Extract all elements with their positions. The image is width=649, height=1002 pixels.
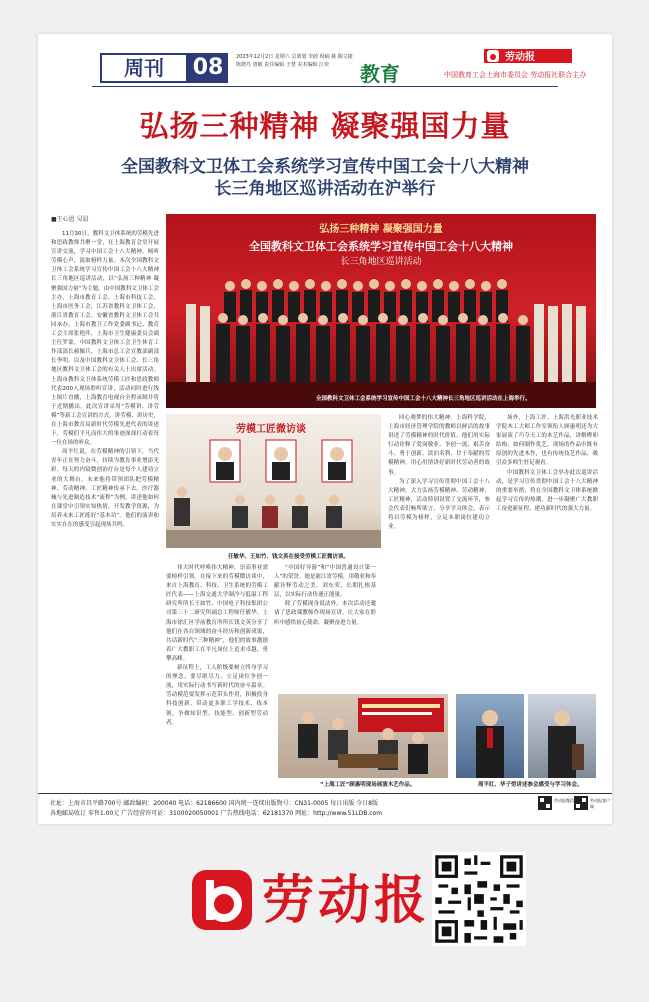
forum-photo [166,414,381,548]
qr-code-icon[interactable] [432,852,526,946]
newspaper-page [38,34,612,824]
subhead-2: 长三角地区巡讲活动在沪举行 [214,179,436,199]
group-photo-people [166,264,596,408]
masthead [38,34,612,86]
main-photo-caption: 全国教科文卫体工会系统学习宣传中国工会十八大精神长三角地区巡讲活动在上海举行。 [316,396,531,402]
bottom-brand-name: 劳动报 [262,870,431,931]
byline: ■王心恩 吴晨 [51,216,89,223]
section-label: 周刊 [100,53,188,83]
masthead-meta: 2023年12月2日 星期六 总策划 李蔚 组稿 姚 陶文捷 陈晓丹 唐敏 责任编辑 王慧 美术编辑 江奕 [236,54,353,68]
brand-logo-icon [192,870,252,930]
column-3: 伟大时代呼唤伟大精神，崇高事业需要榜样引领。在接下来的劳模微访谈中，来自上海教育、科技、卫生系统的劳模工匠代表——上海交通大学制冷与低温工程研究所所长王如竹、中国电子科技集团公司第三十二研究所副总工程师任敏华、上海市徐汇区学前教育所所长钱文英分享了他们在各自领域的奋斗经历和创新成果，共话新时代“三种精神”，他们的故事激励着广大教职工在平凡岗位上追求卓越、勇攀高峰。 新征程上，工人阶级要树立终身学习的理念，要尽职尽力、立足岗位争创一流，用实际行动书写新时代的奋斗篇章。劳动模范要发挥示范带头作用，积极投身科技创新，带动更多职工学技术、练本领，争做知识型、技能型、创新型劳动者。 [166,565,268,726]
forum-caption: 任敏华、王如竹、钱文英在接受劳模工匠微访谈。 [228,554,350,560]
column-1: 11月30日，教科文卫体系统的劳模先进和思政教师共聚一堂，在上海教育会堂开展宣讲交流，学习中国工会十八大精神，倾听劳模心声，汲取榜样力量。本次全国教科文卫体工会系统学习宣传中国工会十八大精神长三角地区巡讲活动，以“弘扬三种精神 凝聚强国力量”为主题，由中国教科文卫体工会主办，上海市教育工会、上海市科技工会、上海市医务工会，江苏省教科文卫体工会、浙江省教育工会、安徽省教科文卫体工会共同承办。上海市教卫工作党委副书记、教育工会主席张艳萍，上海市卫生健康委员会副主任罗蒙，中国教科文卫体工会卫生体育工作部部长郝佩兵，上海市总工会宣教部副部长李明，以及中国教科文卫体工会、长三角地区教科文卫体工会的有关人士出席活动。上海市教科文卫体系统劳模工匠和思政教师代表200人现场聆听宣讲，活动同时进行线上图片直播，上海教育电视台全程录制并将于近期播出。此次宣讲采用“劳模讲、讲劳模”等新工会宣讲的方式，讲劳模、讲历史，在上海市教育局新时代劳模先进代表的讲述下，劳模们平凡而伟大的事迹深深打动着每一位在场的听众。 周平红说，在劳模精神的引领下，当代青年正在努力奋斗，持续为教育事业增添光彩。每天的内镜微创治疗台是每个人建功立业的大舞台，未来他将带领团队把劳模精神、劳动精神、工匠精神传承下去。医疗器械与先进制造技术“流程”为例，讲述他如何在课堂中引领实知热情，开发教学资源，为培养未来工匠练好“基本功”。他们的演讲和实实在在的感受引起现场共鸣。 [51,231,159,528]
forum-scene [166,414,381,548]
footer-line-2: 各地邮局收订 零售1.00元 广告经营许可证：3100020050001 广告热线电话：62181370 网址：http://www.51LDB.com [50,810,383,817]
section-title: 教育 [360,62,400,86]
speaker-photo-2 [528,694,596,778]
footer-line-1: 社址：上海市昌平路700号 邮政编码：200040 电话：62186600 国内统一连续出版物号：CN31-0005 每日出版 今日8版 [50,800,378,807]
footer-rule [38,793,612,794]
main-banner-3: 长三角地区巡讲活动 [340,257,422,267]
qr-app-icon [574,796,588,810]
craft-scene [278,694,448,778]
qr-app-label: 劳动报客户端 [590,798,610,809]
publisher-line: 中国教育工会上海市委员会 劳动报社联合主办 [444,71,587,79]
craft-caption: “上海工匠”顾惠明现场展演木艺作品。 [320,782,416,788]
column-6: 场外，上海工匠、上海洪光职业技术学院木工大师工作室领衔人顾惠明还为大家展演了巧夺天工的木艺作品，讲解榫卯结构、如何制作优艺，现场的作品中既有原创的先进木作，也有传统技艺作品，吸引众多师生驻足观看。 中国教科文卫体工会举办此次巡讲活动，是学习宣传贯彻中国工会十八大精神的重要举措，将在全国教科文卫体系统掀起学习宣传的热潮，进一步凝聚广大教职工奋进新征程、建功新时代的强大力量。 [496,415,598,512]
headline: 弘扬三种精神 凝聚强国力量 [139,109,511,143]
subhead-1: 全国教科文卫体工会系统学习宣传中国工会十八大精神 [121,157,529,177]
qr-wechat-label: 劳动报微信 [554,798,574,803]
masthead-rule [92,86,558,87]
speaker-photo-1 [456,694,524,778]
qr-wechat-icon [538,796,552,810]
column-4: “中国好导游”和“中国普通设计第一人”的荣誉。她是浙江省劳模，用敬业和奉献诠释劳动之美。刘东荣，长期扎根基层，以实际行动传递正能量。 除了劳模现身说法外，本次活动还邀请了思政课教师作现场宣讲，让大家在聆听中感悟初心使命，凝聚奋进力量。 [274,565,376,626]
main-photo [166,214,596,408]
forum-banner: 劳模工匠微访谈 [236,424,306,435]
craft-photo [278,694,448,778]
main-banner-2: 全国教科文卫体工会系统学习宣传中国工会十八大精神 [249,240,513,253]
brand-name: 劳动报 [505,52,535,63]
speaker-caption: 周平红、华子恺讲述参会感受与学习体会。 [478,782,583,788]
brand-logo-icon [487,50,499,62]
main-banner-1: 弘扬三种精神 凝聚强国力量 [319,224,443,235]
page-number: 08 [192,55,224,80]
column-5: 回心观梦的伟大精神。上海科学院、上海市经济管理学院的教师以鲜活的故事讲述了劳模精神的时代价值。他们用实际行动诠释了爱岗敬业、争创一流、艰苦奋斗、勇于创新、淡泊名利、甘于奉献的劳模精神，用心用情讲好新时代劳动者的故事。 为了深入学习宣传贯彻中国工会十八大精神，大力弘扬劳模精神、劳动精神、工匠精神，活动特别设置了交流环节，参会代表们畅所欲言，分享学习体会，表示将以劳模为榜样，立足本职岗位建功立业。 [388,415,490,531]
speaker-1-figure [456,694,524,778]
speaker-2-figure [528,694,596,778]
